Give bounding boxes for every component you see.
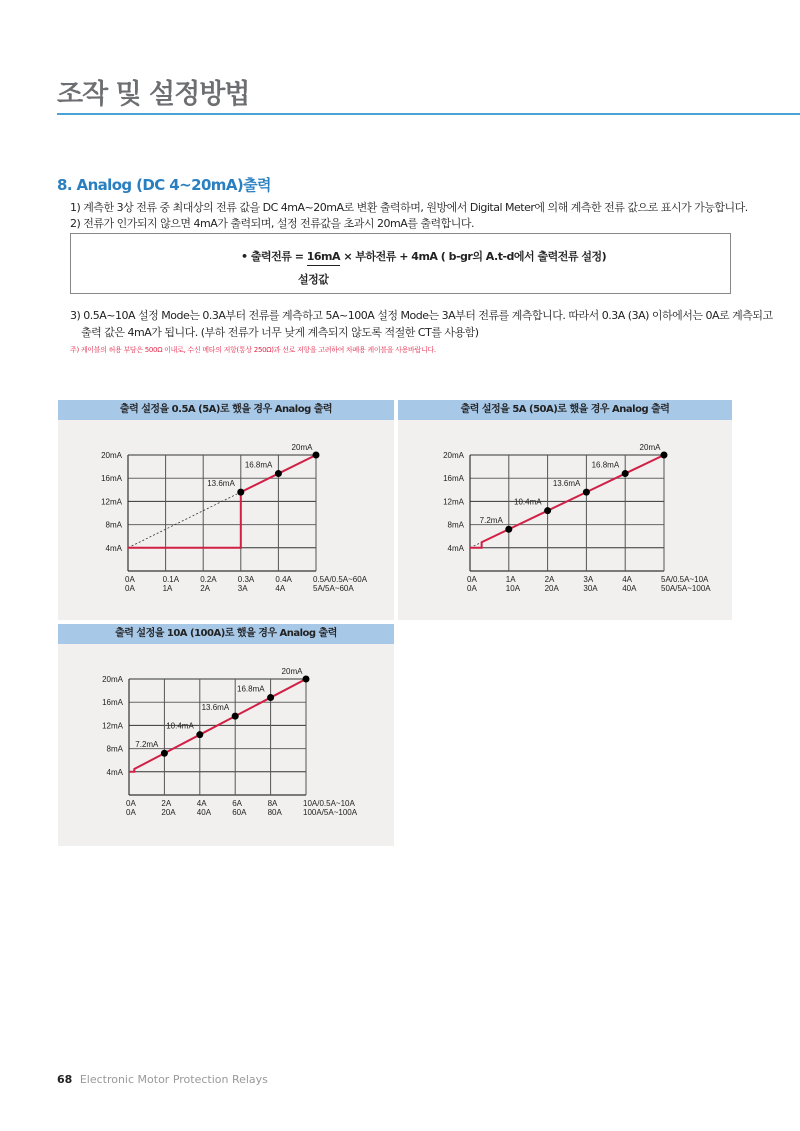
x-tick-label: 0.2A xyxy=(200,575,217,584)
title-divider xyxy=(57,113,800,115)
paragraph-1: 1) 계측한 3상 전류 중 최대상의 전류 값을 DC 4mA~20mA로 변환 출력하며, 원방에서 Digital Meter에 의해 계측한 전류 값으로 표시가 가능합니다. xyxy=(70,201,748,214)
data-point xyxy=(196,731,203,738)
data-point-label: 13.6mA xyxy=(201,703,230,713)
chart-panel-10A xyxy=(58,624,394,846)
x-tick-label-secondary: 1A xyxy=(162,584,173,593)
formula-numerator: 16mA xyxy=(307,250,340,266)
formula-denominator: 설정값 xyxy=(298,273,329,286)
x-tick-label-secondary: 2A xyxy=(200,584,210,593)
document-title: Electronic Motor Protection Relays xyxy=(79,1073,268,1086)
x-tick-label: 0A xyxy=(126,799,136,808)
data-point-label: 10.4mA xyxy=(166,721,194,731)
chart-title: 출력 설정을 10A (100A)로 했을 경우 Analog 출력 xyxy=(58,624,394,644)
formula xyxy=(241,248,606,266)
data-point-label: 7.2mA xyxy=(135,740,159,750)
cable-note: 주) 케이블의 허용 부담은 500Ω 이내로, 수신 메타의 저항(통상 250Ω)과 선로 저항을 고려하여 차폐용 케이블을 사용바랍니다. xyxy=(70,346,436,354)
data-point xyxy=(544,507,551,514)
chart-0.5A xyxy=(58,400,394,620)
x-tick-label: 0.1A xyxy=(162,575,180,584)
x-tick-label: 10A/0.5A~10A xyxy=(303,799,355,808)
y-tick-label: 8mA xyxy=(447,520,464,530)
data-point xyxy=(267,694,274,701)
data-point xyxy=(161,750,168,757)
x-tick-label: 0A xyxy=(125,575,135,584)
data-point-label: 13.6mA xyxy=(552,479,581,489)
y-tick-label: 8mA xyxy=(106,744,123,754)
x-tick-label: 5A/0.5A~10A xyxy=(661,575,709,584)
x-tick-label-secondary: 20A xyxy=(161,808,176,817)
x-tick-label: 6A xyxy=(232,799,242,808)
x-tick-label-secondary: 50A/5A~100A xyxy=(661,584,711,593)
x-tick-label: 0.3A xyxy=(237,575,255,584)
x-tick-label-secondary: 40A xyxy=(196,808,212,817)
x-tick-label: 4A xyxy=(196,799,207,808)
x-tick-label-secondary: 4A xyxy=(275,584,286,593)
x-tick-label-secondary: 40A xyxy=(622,584,637,593)
data-point xyxy=(237,489,244,496)
chart-panel-0.5A xyxy=(58,400,394,620)
x-tick-label-secondary: 60A xyxy=(232,808,247,817)
data-point xyxy=(583,489,590,496)
y-tick-label: 8mA xyxy=(105,520,122,530)
x-tick-label-secondary: 20A xyxy=(544,584,559,593)
y-tick-label: 20mA xyxy=(102,675,123,684)
y-tick-label: 4mA xyxy=(106,767,123,777)
data-point xyxy=(313,452,320,459)
data-point xyxy=(661,452,668,459)
page-footer xyxy=(57,1073,268,1086)
x-tick-label: 1A xyxy=(505,575,516,584)
x-tick-label: 4A xyxy=(622,575,632,584)
paragraph-3-line-2: 출력 값은 4mA가 됩니다. (부하 전류가 너무 낮게 계측되지 않도록 적절한 CT를 사용함) xyxy=(81,326,479,339)
x-tick-label: 0.4A xyxy=(275,575,292,584)
chart-title: 출력 설정을 0.5A (5A)로 했을 경우 Analog 출력 xyxy=(58,400,394,420)
data-point xyxy=(622,470,629,477)
x-tick-label: 2A xyxy=(544,575,555,584)
x-tick-label-secondary: 0A xyxy=(125,584,135,593)
chart-panel-5A xyxy=(398,400,732,620)
data-point xyxy=(505,526,512,533)
ideal-dashed-line xyxy=(128,492,241,548)
x-tick-label: 3A xyxy=(583,575,594,584)
paragraph-2: 2) 전류가 인가되지 않으면 4mA가 출력되며, 설정 전류값을 초과시 20mA를 출력합니다. xyxy=(70,217,475,230)
formula-box xyxy=(70,233,731,294)
y-tick-label: 4mA xyxy=(447,543,464,553)
x-tick-label: 8A xyxy=(267,799,278,808)
y-tick-label: 16mA xyxy=(102,698,123,708)
data-point-label: 20mA xyxy=(281,667,303,676)
data-point-label: 7.2mA xyxy=(479,516,503,526)
y-tick-label: 20mA xyxy=(101,451,122,460)
data-point-label: 13.6mA xyxy=(207,479,235,489)
x-tick-label: 2A xyxy=(161,799,172,808)
x-tick-label-secondary: 100A/5A~100A xyxy=(303,808,358,817)
data-point xyxy=(275,470,282,477)
y-tick-label: 20mA xyxy=(443,451,464,460)
page-title: 조작 및 설정방법 xyxy=(57,79,250,110)
x-tick-label-secondary: 0A xyxy=(126,808,136,817)
data-point-label: 20mA xyxy=(291,443,313,452)
x-tick-label-secondary: 30A xyxy=(583,584,598,593)
data-point-label: 20mA xyxy=(639,443,661,452)
x-tick-label-secondary: 5A/5A~60A xyxy=(313,584,354,593)
y-tick-label: 16mA xyxy=(101,474,122,484)
y-tick-label: 12mA xyxy=(102,721,123,731)
paragraph-3-line-1: 3) 0.5A~10A 설정 Mode는 0.3A부터 전류를 계측하고 5A~100A 설정 Mode는 3A부터 전류를 계측합니다. 따라서 0.3A (3A) 이하에서는 0A로 계측되고 xyxy=(70,309,773,322)
data-point-label: 10.4mA xyxy=(514,497,542,507)
section-heading: 8. Analog (DC 4~20mA)출력 xyxy=(57,176,271,194)
chart-5A xyxy=(398,400,732,620)
y-tick-label: 4mA xyxy=(105,543,122,553)
formula-suffix: × 부하전류 + 4mA ( b-gr의 A.t-d에서 출력전류 설정) xyxy=(340,250,607,263)
formula-prefix: • 출력전류 = xyxy=(241,250,307,263)
data-point xyxy=(303,676,310,683)
data-point-label: 16.8mA xyxy=(591,460,620,470)
data-point-label: 16.8mA xyxy=(237,684,265,694)
chart-10A xyxy=(58,624,394,846)
x-tick-label-secondary: 0A xyxy=(467,584,477,593)
x-tick-label-secondary: 3A xyxy=(237,584,248,593)
page-number: 68 xyxy=(57,1073,73,1086)
x-tick-label-secondary: 80A xyxy=(267,808,282,817)
x-tick-label: 0.5A/0.5A~60A xyxy=(313,575,368,584)
x-tick-label: 0A xyxy=(467,575,477,584)
data-point-label: 16.8mA xyxy=(244,460,273,470)
y-tick-label: 12mA xyxy=(443,497,464,507)
chart-title: 출력 설정을 5A (50A)로 했을 경우 Analog 출력 xyxy=(398,400,732,420)
data-point xyxy=(232,713,239,720)
y-tick-label: 16mA xyxy=(443,474,464,484)
y-tick-label: 12mA xyxy=(101,497,122,507)
x-tick-label-secondary: 10A xyxy=(505,584,521,593)
